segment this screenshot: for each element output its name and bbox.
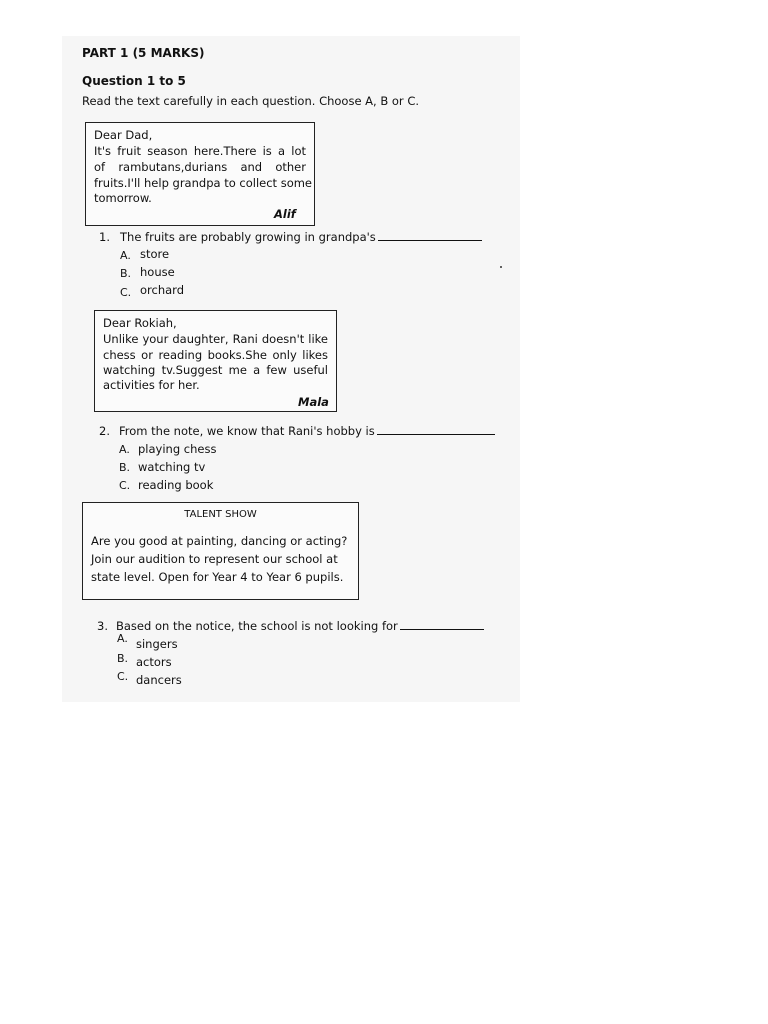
option-text: house [140, 265, 175, 279]
option-text: actors [136, 655, 172, 669]
note-signature: Alif [274, 207, 296, 221]
option-text: store [140, 247, 170, 261]
scan-speck [500, 266, 502, 268]
option-letter: A. [120, 249, 131, 262]
question-1-number: 1. [99, 230, 110, 244]
note-line: chess or reading books.She only likes [103, 348, 328, 362]
option-text: playing chess [138, 442, 217, 456]
note-line: Dear Dad, [94, 128, 153, 142]
option-text: singers [136, 637, 178, 651]
option-letter: C. [120, 286, 132, 299]
question-2-text [119, 424, 495, 438]
note-box-1 [85, 122, 315, 226]
note-signature: Mala [298, 395, 329, 409]
note-line: of rambutans,durians and other [94, 160, 306, 174]
instructions: Read the text carefully in each question. Choose A, B or C. [82, 94, 420, 108]
notice-title: TALENT SHOW [184, 509, 257, 520]
option-text: dancers [136, 673, 182, 687]
note-line: fruits.I'll help grandpa to collect some [94, 176, 313, 190]
question-range: Question 1 to 5 [82, 74, 186, 88]
option-letter: C. [119, 479, 131, 492]
talent-show-notice [82, 502, 359, 600]
note-line: It's fruit season here.There is a lot [94, 144, 306, 158]
part-title: PART 1 (5 MARKS) [82, 46, 205, 60]
option-letter: C. [117, 670, 129, 683]
option-letter: B. [119, 461, 131, 474]
answer-blank [378, 230, 482, 241]
question-1-text [120, 230, 482, 244]
notice-line: Join our audition to represent our school at [91, 552, 338, 566]
option-letter: B. [117, 652, 129, 665]
option-letter: B. [120, 267, 132, 280]
option-letter: A. [117, 632, 128, 645]
option-text: reading book [138, 478, 214, 492]
option-text: watching tv [138, 460, 206, 474]
option-text: orchard [140, 283, 184, 297]
question-2-number: 2. [99, 424, 110, 438]
note-line: Dear Rokiah, [103, 316, 177, 330]
note-line: watching tv.Suggest me a few useful [103, 363, 328, 377]
notice-line: Are you good at painting, dancing or acting? [91, 534, 348, 548]
answer-blank [400, 619, 484, 630]
note-line: tomorrow. [94, 191, 152, 205]
note-line: activities for her. [103, 378, 200, 392]
question-2-stem: From the note, we know that Rani's hobby is [119, 424, 375, 438]
notice-line: state level. Open for Year 4 to Year 6 pupils. [91, 570, 344, 584]
question-3-stem: Based on the notice, the school is not looking for [116, 619, 398, 633]
question-3-text [116, 619, 484, 633]
note-line: Unlike your daughter, Rani doesn't like [103, 332, 328, 346]
question-3-number: 3. [97, 619, 108, 633]
note-box-2 [94, 310, 337, 412]
question-1-stem: The fruits are probably growing in grandpa's [120, 230, 376, 244]
option-letter: A. [119, 443, 130, 456]
answer-blank [377, 424, 495, 435]
